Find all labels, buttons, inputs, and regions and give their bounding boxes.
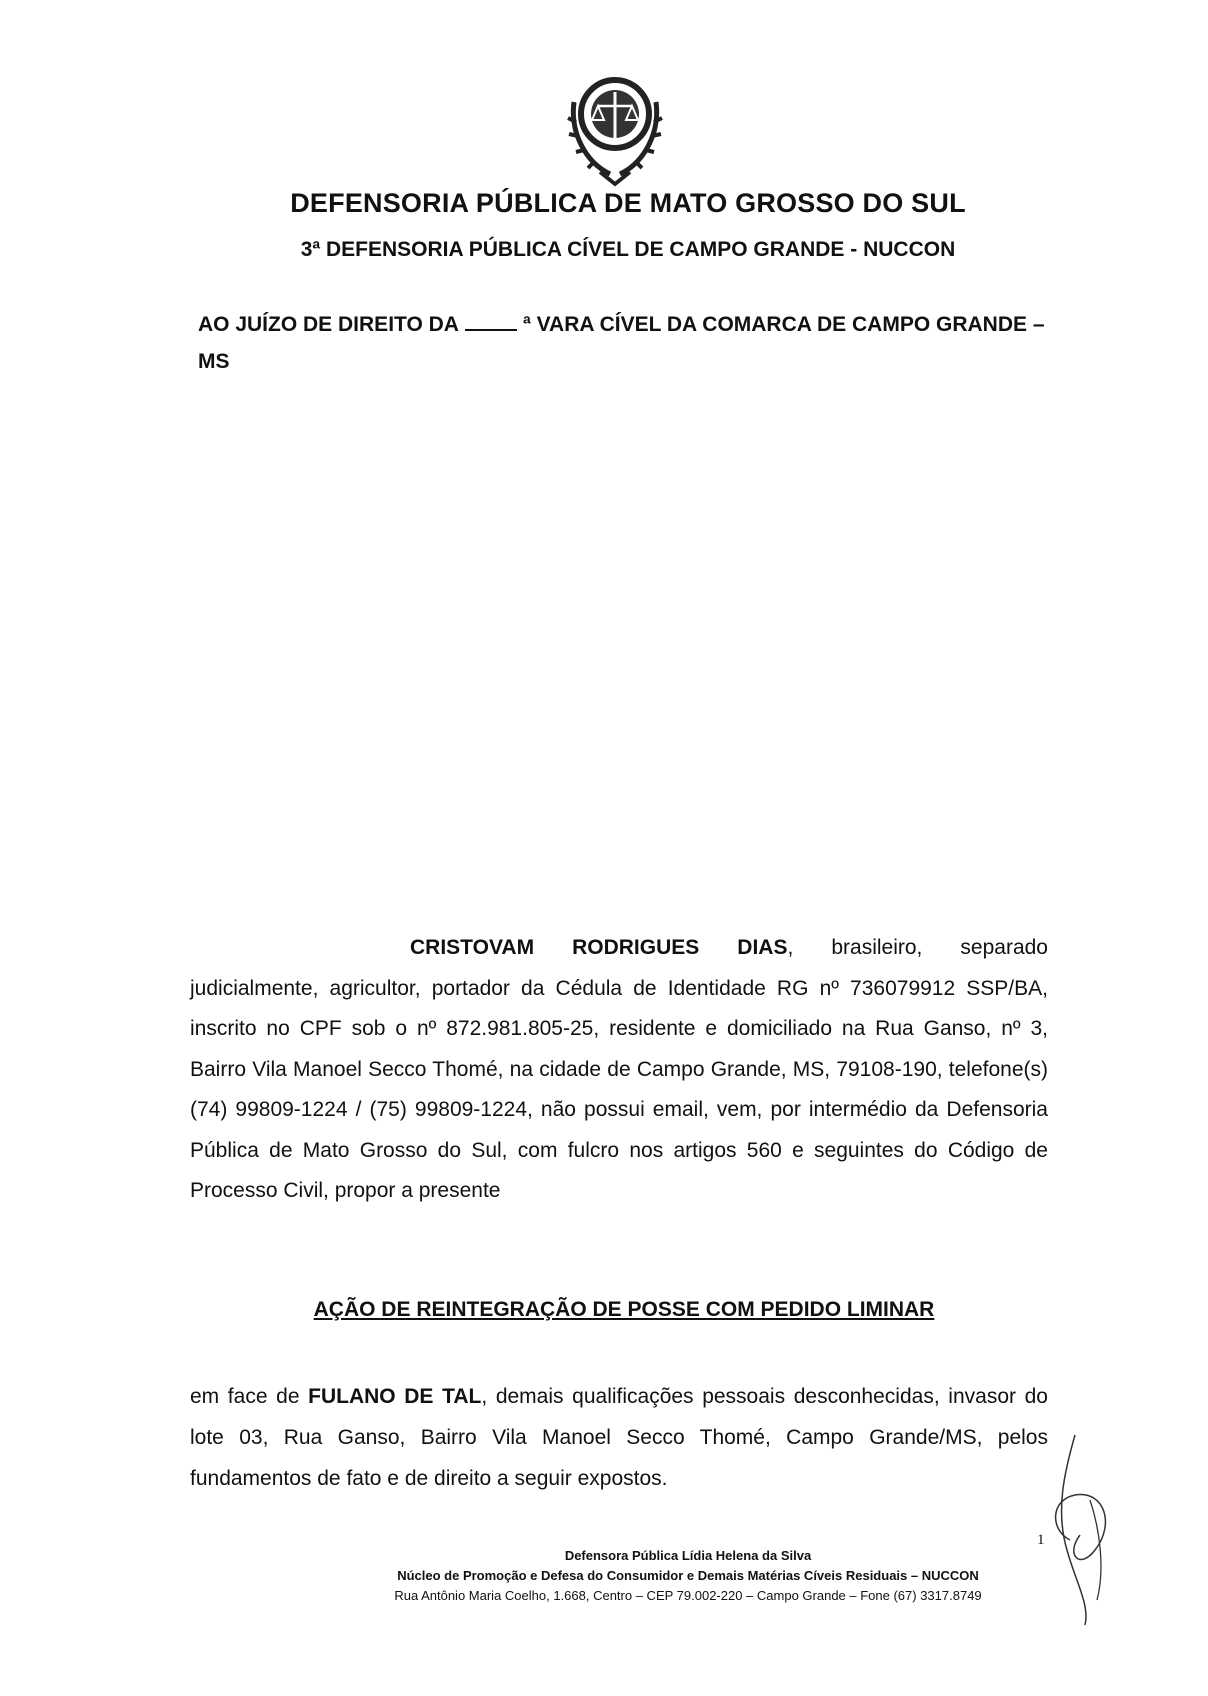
unit-subtitle: 3ª DEFENSORIA PÚBLICA CÍVEL DE CAMPO GRANDE - NUCCON bbox=[300, 238, 956, 261]
party-qualification-paragraph bbox=[190, 928, 1048, 1212]
reverse-side-bleed-through bbox=[190, 60, 1140, 1440]
court-number-blank bbox=[465, 309, 517, 331]
defendant-text: , demais qualificações pessoais desconhecidas, invasor do lote 03, Rua Ganso, Bairro Vila Manoel Secco Thomé, Campo Grande/MS, pelos fundamentos de fato e de direito a seguir expostos. bbox=[190, 1385, 1048, 1490]
footer-unit: Núcleo de Promoção e Defesa do Consumidor e Demais Matérias Cíveis Residuais – NUCCON bbox=[397, 1568, 979, 1583]
page-number: 1 bbox=[1037, 1532, 1045, 1548]
addressee-line-b: ª VARA CÍVEL DA COMARCA DE CAMPO GRANDE – MS bbox=[198, 313, 1045, 373]
party-name: CRISTOVAM RODRIGUES DIAS bbox=[410, 936, 788, 959]
party-qualification-text: , brasileiro, separado judicialmente, agricultor, portador da Cédula de Identidade RG nº 736079912 SSP/BA, inscrito no CPF sob o nº 872.981.805-25, residente e domiciliado na Rua Ganso, nº 3, Bairro Vila Manoel Secco Thomé, na cidade de Campo Grande, MS, 79108-190, telefone(s) (74) 99809-1224 / (75) 99809-1224, não possui email, vem, por intermédio da Defensoria Pública de Mato Grosso do Sul, com fulcro nos artigos 560 e seguintes do Código de Processo Civil, propor a presente bbox=[190, 936, 1048, 1202]
addressee bbox=[198, 306, 1048, 380]
footer-signatory: Defensora Pública Lídia Helena da Silva bbox=[564, 1548, 812, 1563]
defendant-prefix: em face de bbox=[190, 1385, 309, 1408]
coat-of-arms-icon bbox=[560, 62, 670, 187]
addressee-line-a: AO JUÍZO DE DIREITO DA bbox=[198, 313, 459, 336]
institution-title: DEFENSORIA PÚBLICA DE MATO GROSSO DO SUL bbox=[290, 188, 966, 218]
defendant-paragraph bbox=[190, 1376, 1048, 1499]
defendant-name: FULANO DE TAL bbox=[308, 1385, 482, 1408]
footer-address: Rua Antônio Maria Coelho, 1.668, Centro – CEP 79.002-220 – Campo Grande – Fone (67) 3317.8749 bbox=[394, 1588, 982, 1603]
action-title: AÇÃO DE REINTEGRAÇÃO DE POSSE COM PEDIDO LIMINAR bbox=[313, 1298, 935, 1321]
